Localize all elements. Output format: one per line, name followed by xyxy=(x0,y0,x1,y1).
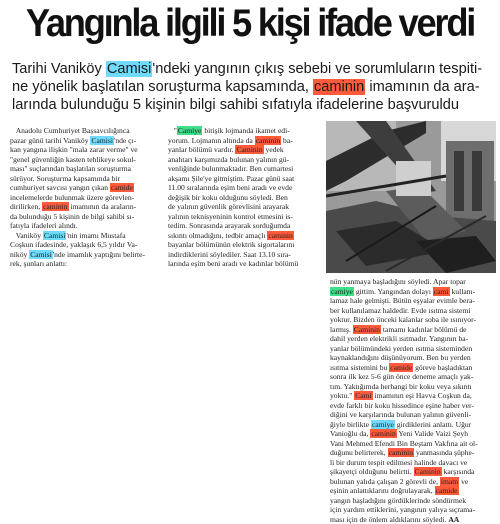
text-line: li bir durum tespit edilmesi halinde davacı ve xyxy=(330,458,496,468)
text-line: yanlar bölümü vardır. Caminin yedek xyxy=(168,145,320,155)
text-line: larında eşim beni aradı ve kadınlar bölümü xyxy=(168,259,320,269)
article-column-1 xyxy=(10,126,160,269)
highlight-mark: Camisi xyxy=(43,231,67,240)
text-line: cumhuriyet savcısı yangın çıkan camide xyxy=(10,183,160,193)
text-line: Vaniköy Camisi'nin imamı Mustafa xyxy=(10,231,160,241)
text-line: Vanioğlu da, caminin Yeni Valide Vaizi Şeyh xyxy=(330,429,496,439)
text-line: niköy Camisi'nde imamlık yaptığını belirte- xyxy=(10,250,160,260)
text-line: camiye gittim. Yangından dolayı cami kullanı- xyxy=(330,287,496,297)
text-line: tedim. Sonrasında arayarak sorduğumda xyxy=(168,221,320,231)
text-line: dahil yerden elektrikli ısıtmadır. Yangının ba- xyxy=(330,334,496,344)
highlight-mark: caminin xyxy=(313,79,365,95)
text-line: rek, şunları anlattı: xyxy=(10,259,160,269)
text-line: de yalının güvenlik görevlisini arayarak xyxy=(168,202,320,212)
highlight-mark: camiye xyxy=(371,420,395,429)
text-line: akşamı Şile'ye gitmiştim. Pazar günü saat xyxy=(168,174,320,184)
text-line: da bulunduğu 5 kişinin de bilgi sahibi sı- xyxy=(10,212,160,222)
text-line: Anadolu Cumhuriyet Başsavcılığınca xyxy=(10,126,160,136)
text-line: kan yangına ilişkin "mala zarar verme" ve xyxy=(10,145,160,155)
text-line: fatıyla ifadeleri alındı. xyxy=(10,221,160,231)
text-line: evde farklı bir koku hissedince eşine haber ver- xyxy=(330,401,496,411)
deck-text: ne yönelik başlatılan soruşturma kapsamında, xyxy=(12,79,313,95)
agency-signature: AA xyxy=(448,515,459,524)
deck-line-2 xyxy=(12,78,494,96)
text-line: sıkıntı olmadığını, tedbir amaçlı caminin xyxy=(168,231,320,241)
text-line: sürüyor. Soruşturma kapsamında bir xyxy=(10,174,160,184)
text-line: yoktur. Bizden önceki kalanlar soba ile ısınıyor- xyxy=(330,315,496,325)
text-line: ması için de önlem aldıklarını söyledi. AA xyxy=(330,515,496,524)
highlight-mark: Caminin xyxy=(353,325,381,334)
text-line: anahtarı karşımızda bulunan yalının gü- xyxy=(168,155,320,165)
text-line: duğunu belirterek, caminin yanmasında şüphe- xyxy=(330,448,496,458)
text-line: bulunan yalıda çalışan 2 görevli de, imam ve xyxy=(330,477,496,487)
text-line: pazar günü tarihi Vaniköy Camisi'nde çı- xyxy=(10,136,160,146)
text-line: "genel güvenliğin kasten tehlikeye sokul- xyxy=(10,155,160,165)
text-line: indirdiklerini söylediler. Saat 13.10 sıra- xyxy=(168,250,320,260)
text-line: Coşkun ifadesinde, yaklaşık 6,5 yıldır Va- xyxy=(10,240,160,250)
text-line: larmış. Caminin tamamı kadınlar bölümü de xyxy=(330,325,496,335)
highlight-mark: Cami xyxy=(354,391,372,400)
text-line: tım. Yaktığımda herhangi bir koku veya sıkıntı xyxy=(330,382,496,392)
text-line: ğiyle birlikte camiye girdiklerini anlattı. Uğur xyxy=(330,420,496,430)
text-line: lamaz hale gelmişti. Bütün eşyalar evimle bera- xyxy=(330,296,496,306)
article-column-2 xyxy=(168,126,320,269)
deck xyxy=(12,60,494,114)
highlight-mark: camide xyxy=(110,183,134,192)
highlight-mark: camide xyxy=(389,363,413,372)
highlight-mark: caminin xyxy=(267,231,293,240)
highlight-mark: caminin xyxy=(388,448,414,457)
highlight-mark: camide xyxy=(435,486,459,495)
highlight-mark: Camisi xyxy=(29,250,53,259)
text-line: "Camiye bitişik lojmanda ikamet edi- xyxy=(168,126,320,136)
highlight-mark: Camiye xyxy=(177,126,203,135)
text-line: bayanlar bölümünün elektrik sigortalarını xyxy=(168,240,320,250)
fire-damage-photo xyxy=(326,121,496,273)
text-line: sonra ilk kez 5-6 gün önce deneme amaçlı yak- xyxy=(330,372,496,382)
highlight-mark: Caminin xyxy=(235,145,263,154)
text-line: yanlar bölümündeki yerden ısıtma sisteminden xyxy=(330,344,496,354)
article-column-3 xyxy=(330,277,496,524)
photo-illustration xyxy=(326,121,496,273)
text-line: ber kullanılamaz haldedir. Evde ısıtma sistemi xyxy=(330,306,496,316)
highlight-mark: caminin xyxy=(42,202,68,211)
headline: Yangınla ilgili 5 kişi ifade verdi xyxy=(18,2,483,46)
text-line: yorum. Lojmanın altında da caminin ba- xyxy=(168,136,320,146)
text-line: nün yanmaya başladığını söyledi. Apar topar xyxy=(330,277,496,287)
text-line: 11.00 sıralarında eşim beni aradı ve evde xyxy=(168,183,320,193)
text-line: ısıtma sistemini bu camide göreve başladıktan xyxy=(330,363,496,373)
text-line: incelemelerde bulunmak üzere görevlen- xyxy=(10,193,160,203)
deck-text: imamının da ara- xyxy=(365,79,479,95)
deck-text: 'ndeki yangının çıkış sebebi ve sorumluların tespiti- xyxy=(152,61,482,77)
text-line: dirilirken, caminin imamının da araların- xyxy=(10,202,160,212)
text-line: için yardım ettiklerini, yangının yalıya sıçrama- xyxy=(330,505,496,515)
text-line: yalının teknisyeninin kontrol etmesini is- xyxy=(168,212,320,222)
text-line: kaynaklandığını düşünüyorum. Ben bu yerden xyxy=(330,353,496,363)
deck-text: Tarihi Vaniköy xyxy=(12,61,106,77)
highlight-mark: caminin xyxy=(255,136,281,145)
highlight-mark: camiye xyxy=(330,287,354,296)
text-line: şikayetçi olduğunu belirtti. Caminin karşısında xyxy=(330,467,496,477)
highlight-mark: imam xyxy=(440,477,459,486)
highlight-mark: Camisi xyxy=(90,136,114,145)
text-line: değişik bir koku olduğunu söyledi. Ben xyxy=(168,193,320,203)
text-line: Vani Mehmed Efendi Bin Beştam Vakfına ait ol- xyxy=(330,439,496,449)
text-line: ması" suçlarından başlatılan soruşturma xyxy=(10,164,160,174)
highlight-mark: Camisi xyxy=(106,61,153,77)
deck-line-1 xyxy=(12,60,494,78)
highlight-mark: caminin xyxy=(370,429,396,438)
text-line: yangın başladığını gördüklerinde söndürmek xyxy=(330,496,496,506)
highlight-mark: cami xyxy=(433,287,450,296)
text-line: yoktu." Cami imamının eşi Havva Coşkun da, xyxy=(330,391,496,401)
text-line: venliğinde bulunmaktadır. Ben cumartesi xyxy=(168,164,320,174)
text-line: diğini ve karşılarında bulunan yalının güvenli- xyxy=(330,410,496,420)
deck-line-3: larında bulunduğu 5 kişinin bilgi sahibi sıfatıyla ifadelerine başvuruldu xyxy=(12,96,494,114)
highlight-mark: Caminin xyxy=(414,467,442,476)
text-line: eşinin anlattıklarını doğrulayarak, camide xyxy=(330,486,496,496)
